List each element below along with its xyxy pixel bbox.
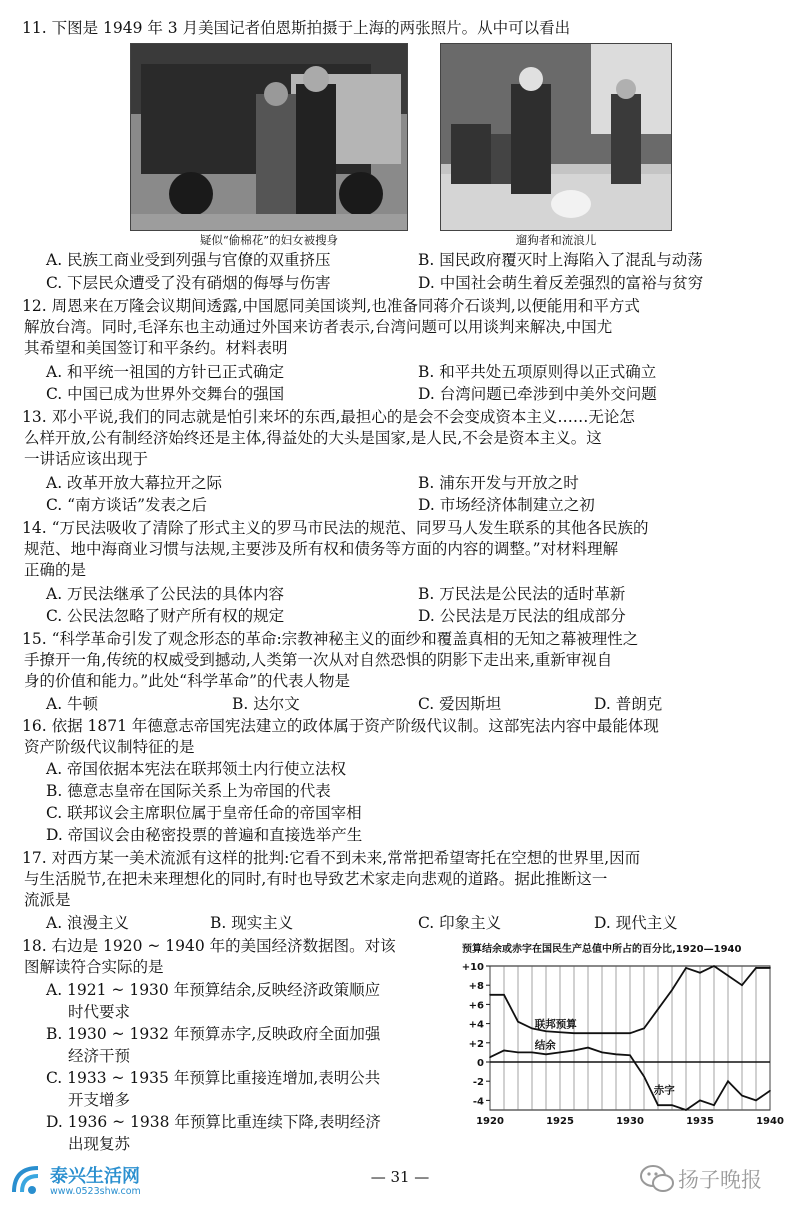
chart-point (615, 1032, 617, 1034)
question-13-line: 么样开放,公有制经济始终还是主体,得益处的大头是国家,是人民,不会是资本主义。这 (24, 429, 602, 447)
question-18-option-a: A. 1921 ~ 1930 年预算结余,反映经济政策顺应 (46, 981, 381, 999)
question-16-option-c: C. 联邦议会主席职位属于皇帝任命的帝国宰相 (46, 804, 362, 822)
question-17-option-a: A. 浪漫主义 (46, 914, 130, 932)
question-18-option-d-cont: 出现复苏 (68, 1135, 131, 1153)
question-17-line: 流派是 (24, 891, 71, 909)
question-13-line: 一讲话应该出现于 (24, 450, 149, 468)
chart-xtick-label: 1920 (476, 1116, 504, 1127)
chart-point (573, 1032, 575, 1034)
question-18 (22, 936, 442, 978)
question-14-line: 14. “万民法吸收了清除了形式主义的罗马市民法的规范、同罗马人发生联系的其他各民族的 (22, 519, 649, 537)
question-18-option-b: B. 1930 ~ 1932 年预算赤字,反映政府全面加强 (46, 1025, 381, 1043)
chart-xtick-label: 1935 (686, 1116, 714, 1127)
photo-left-caption: 疑似“偷棉花”的妇女被搜身 (199, 233, 339, 247)
question-18-line: 图解读符合实际的是 (24, 958, 164, 976)
question-15 (22, 629, 792, 692)
question-12-line: 解放台湾。同时,毛泽东也主动通过外国来访者表示,台湾问题可以用谈判来解决,中国尤 (24, 318, 613, 336)
chart-point (587, 1032, 589, 1034)
question-15-option-d: D. 普朗克 (594, 695, 663, 713)
question-13-option-d: D. 市场经济体制建立之初 (418, 496, 595, 514)
chart-ytick-label: +6 (468, 1000, 484, 1012)
question-11 (22, 18, 792, 39)
chart-point (559, 1052, 561, 1054)
chart-xtick-label: 1925 (546, 1116, 574, 1127)
chart-title: 预算结余或赤字在国民生产总值中所占的百分比,1920—1940 (462, 944, 742, 955)
chart-point (615, 1054, 617, 1056)
question-12-line: 其希望和美国签订和平条约。材料表明 (24, 339, 288, 357)
question-15-line: 身的价值和能力。”此处“科学革命”的代表人物是 (24, 672, 351, 690)
question-11-option-c: C. 下层民众遭受了没有硝烟的侮辱与伤害 (46, 274, 331, 292)
question-18-line: 18. 右边是 1920 ~ 1940 年的美国经济数据图。对该 (22, 937, 396, 955)
chart-ytick-label: -2 (472, 1077, 484, 1089)
chart-point (489, 1056, 491, 1058)
question-17-option-c: C. 印象主义 (418, 914, 502, 932)
photo-woman-searched-image (131, 44, 408, 231)
chart-point (601, 1052, 603, 1054)
chart-xtick-label: 1930 (616, 1116, 644, 1127)
question-14 (22, 518, 792, 581)
question-15-option-a: A. 牛顿 (46, 695, 99, 713)
question-12-option-d: D. 台湾问题已牵涉到中美外交问题 (418, 385, 657, 403)
question-14-line: 规范、地中海商业习惯与法规,主要涉及所有权和债务等方面的内容的调整。”对材料理解 (24, 540, 619, 558)
chart-point (671, 989, 673, 991)
chart-point (755, 967, 757, 969)
site-logo-url: www.0523shw.com (50, 1186, 141, 1197)
question-16-line: 资产阶级代议制特征的是 (24, 738, 195, 756)
chart-point (503, 1050, 505, 1052)
question-18-option-c-cont: 开支增多 (68, 1091, 131, 1109)
question-14-option-b: B. 万民法是公民法的适时革新 (418, 585, 626, 603)
chart-point (713, 965, 715, 967)
chart-point (643, 1076, 645, 1078)
question-13 (22, 407, 792, 470)
chart-annotation-federal-budget: 联邦预算 (534, 1018, 577, 1031)
chart-point (741, 984, 743, 986)
chart-ytick-label: +4 (468, 1019, 484, 1031)
question-13-option-c: C. “南方谈话”发表之后 (46, 496, 208, 514)
question-16-option-b: B. 德意志皇帝在国际关系上为帝国的代表 (46, 782, 331, 800)
chart-point (699, 1100, 701, 1102)
chart-point (531, 1028, 533, 1030)
newspaper-logo-name: 扬子晚报 (678, 1168, 762, 1192)
chart-point (727, 975, 729, 977)
budget-chart-svg (450, 940, 790, 1140)
chart-point (741, 1095, 743, 1097)
question-16 (22, 716, 792, 758)
chart-point (629, 1054, 631, 1056)
question-12-option-b: B. 和平共处五项原则得以正式确立 (418, 363, 657, 381)
chart-point (517, 1021, 519, 1023)
question-12-option-c: C. 中国已成为世界外交舞台的强国 (46, 385, 285, 403)
newspaper-logo (640, 1160, 790, 1196)
chart-ytick-label: 0 (477, 1058, 484, 1069)
question-18-option-d: D. 1936 ~ 1938 年预算比重连续下降,表明经济 (46, 1113, 381, 1131)
photo-woman-searched (130, 43, 408, 231)
question-17-option-d: D. 现代主义 (594, 914, 678, 932)
question-12 (22, 296, 792, 359)
question-14-option-d: D. 公民法是万民法的组成部分 (418, 607, 626, 625)
chart-point (531, 1052, 533, 1054)
chart-point (545, 1030, 547, 1032)
chart-point (769, 967, 771, 969)
wechat-icon (640, 1164, 674, 1194)
question-13-option-b: B. 浦东开发与开放之时 (418, 474, 579, 492)
question-11-option-b: B. 国民政府覆灭时上海陷入了混乱与动荡 (418, 251, 703, 269)
chart-point (671, 1104, 673, 1106)
question-11-option-a: A. 民族工商业受到列强与官僚的双重挤压 (46, 251, 331, 269)
chart-point (559, 1031, 561, 1033)
question-17 (22, 848, 792, 911)
question-17-line: 与生活脱节,在把未来理想化的同时,有时也导致艺术家走向悲观的道路。据此推断这一 (24, 870, 608, 888)
question-14-option-c: C. 公民法忽略了财产所有权的规定 (46, 607, 285, 625)
question-16-line: 16. 依据 1871 年德意志帝国宪法建立的政体属于资产阶级代议制。这部宪法内容中最能体现 (22, 717, 659, 735)
chart-point (685, 1109, 687, 1111)
chart-ytick-label: +10 (461, 962, 484, 973)
chart-annotation-balance: 结余 (534, 1039, 556, 1052)
chart-point (629, 1032, 631, 1034)
question-14-option-a: A. 万民法继承了公民法的具体内容 (46, 585, 285, 603)
chart-point (657, 1104, 659, 1106)
question-15-line: 手撩开一角,传统的权威受到撼动,人类第一次从对自然恐惧的阴影下走出来,重新审视自 (24, 651, 613, 669)
chart-ytick-label: -4 (472, 1096, 484, 1108)
question-18-option-b-cont: 经济干预 (68, 1047, 131, 1065)
question-16-option-a: A. 帝国依据本宪法在联邦领土内行使立法权 (46, 760, 347, 778)
question-11-stem: 11. 下图是 1949 年 3 月美国记者伯恩斯拍摄于上海的两张照片。从中可以看出 (22, 19, 571, 37)
chart-point (545, 1054, 547, 1056)
chart-point (503, 994, 505, 996)
chart-point (643, 1028, 645, 1030)
question-13-option-a: A. 改革开放大幕拉开之际 (46, 474, 223, 492)
question-18-option-a-cont: 时代要求 (68, 1003, 131, 1021)
chart-point (657, 1008, 659, 1010)
page-number: — 31 — (370, 1168, 430, 1186)
chart-point (573, 1050, 575, 1052)
chart-point (755, 1100, 757, 1102)
chart-point (685, 967, 687, 969)
chart-annotation-deficit: 赤字 (653, 1084, 675, 1097)
question-14-line: 正确的是 (24, 561, 87, 579)
question-11-option-d: D. 中国社会萌生着反差强烈的富裕与贫穷 (418, 274, 704, 292)
question-17-line: 17. 对西方某一美术流派有这样的批判:它看不到未来,常常把希望寄托在空想的世界里,因而 (22, 849, 641, 867)
chart-point (713, 1104, 715, 1106)
photo-dog-walker (440, 43, 672, 231)
chart-point (769, 1090, 771, 1092)
photo-right-caption: 遛狗者和流浪儿 (515, 233, 597, 247)
question-17-option-b: B. 现实主义 (210, 914, 294, 932)
chart-point (727, 1080, 729, 1082)
site-logo-name: 泰兴生活网 (50, 1166, 140, 1187)
question-15-line: 15. “科学革命引发了观念形态的革命:宗教神秘主义的面纱和覆盖真相的无知之幕被理性之 (22, 630, 639, 648)
chart-point (489, 994, 491, 996)
chart-point (517, 1052, 519, 1054)
chart-ytick-label: +2 (468, 1038, 484, 1050)
question-12-option-a: A. 和平统一祖国的方针已正式确定 (46, 363, 285, 381)
budget-chart (450, 940, 790, 1140)
chart-point (587, 1047, 589, 1049)
question-15-option-b: B. 达尔文 (232, 695, 300, 713)
question-12-line: 12. 周恩来在万隆会议期间透露,中国愿同美国谈判,也准备同蒋介石谈判,以便能用和平方式 (22, 297, 640, 315)
question-16-option-d: D. 帝国议会由秘密投票的普遍和直接选举产生 (46, 826, 363, 844)
chart-ytick-label: +8 (468, 981, 484, 993)
question-18-option-c: C. 1933 ~ 1935 年预算比重接连增加,表明公共 (46, 1069, 381, 1087)
question-15-option-c: C. 爱因斯坦 (418, 695, 502, 713)
chart-point (699, 972, 701, 974)
photo-dog-walker-image (441, 44, 672, 231)
chart-xtick-label: 1940 (756, 1116, 784, 1127)
question-13-line: 13. 邓小平说,我们的同志就是怕引来坏的东西,最担心的是会不会变成资本主义……无论怎 (22, 408, 635, 426)
chart-point (601, 1032, 603, 1034)
